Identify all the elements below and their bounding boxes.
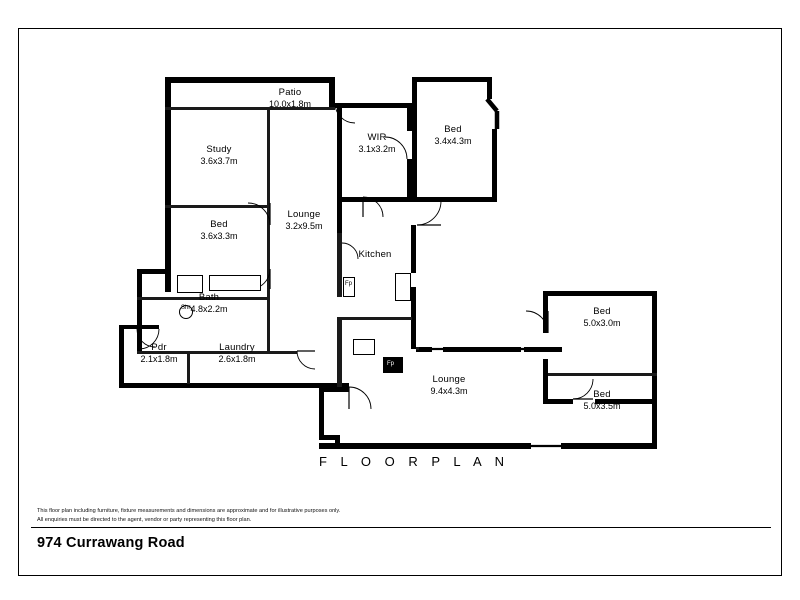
wall-segment: [319, 387, 324, 439]
room-name: Kitchen: [358, 249, 392, 260]
room-dimensions: 2.1x1.8m: [140, 353, 178, 364]
fireplace-north-fixture: [343, 277, 355, 297]
room-dimensions: 5.0x3.0m: [583, 317, 621, 328]
room-label-lounge-south: [399, 374, 499, 397]
fireplace-north-label: Fp: [345, 281, 353, 287]
wall-segment: [449, 443, 531, 449]
wall-segment: [412, 77, 492, 82]
property-address: 974 Currawang Road: [37, 535, 185, 551]
wall-segment: [416, 347, 419, 350]
room-dimensions: 3.6x3.7m: [200, 155, 238, 166]
wall-segment: [411, 225, 416, 273]
floor-plan-title: F L O O R P L A N: [318, 454, 509, 469]
wall-segment: [137, 269, 142, 351]
wall-segment: [443, 347, 521, 352]
fireplace-south-label: Fp: [387, 361, 395, 367]
wall-segment: [119, 383, 349, 388]
room-name: Pdr: [151, 342, 167, 353]
room-name: Patio: [278, 87, 302, 98]
room-name: Laundry: [219, 342, 255, 353]
shower-fixture: [177, 275, 203, 293]
wall-segment: [359, 443, 419, 449]
wall-segment: [652, 291, 657, 449]
cooktop-fixture: [353, 339, 375, 355]
bath-tub-fixture: [209, 275, 261, 291]
wall-segment: [412, 197, 497, 202]
wall-segment: [137, 325, 159, 329]
wall-segment: [543, 291, 548, 333]
room-label-patio: [245, 87, 335, 110]
wall-segment: [543, 291, 657, 296]
room-dimensions: 2.6x1.8m: [218, 353, 256, 364]
shower-label: Shr: [181, 305, 191, 311]
room-name: Bed: [210, 219, 228, 230]
wall-segment: [342, 317, 412, 320]
room-label-wir: [337, 132, 417, 155]
room-label-pdr: [126, 342, 192, 365]
room-name: Study: [206, 144, 232, 155]
room-dimensions: 3.1x3.2m: [358, 143, 396, 154]
wall-segment: [342, 103, 412, 108]
address-divider: [31, 527, 771, 528]
room-name: Lounge: [432, 374, 466, 385]
wall-segment: [119, 325, 124, 387]
wall-segment: [337, 233, 342, 297]
wall-segment: [165, 77, 335, 83]
room-name: Lounge: [287, 209, 321, 220]
room-label-bed-east-upper: [554, 306, 650, 329]
room-name: Bed: [444, 124, 462, 135]
disclaimer-line-1: This floor plan including furniture, fixture measurements and dimensions are approximate and for illustrative purposes only.: [37, 508, 341, 514]
room-dimensions: 3.4x4.3m: [434, 135, 472, 146]
disclaimer-text: [37, 507, 537, 525]
wall-segment: [119, 325, 139, 329]
room-dimensions: 10.0x1.8m: [268, 98, 312, 109]
room-label-laundry: [194, 342, 280, 365]
room-label-study: [174, 144, 264, 167]
floor-plan-drawing: [19, 29, 783, 577]
room-name: WIR: [367, 132, 387, 143]
door-swings: [19, 29, 783, 577]
wall-segment: [561, 443, 657, 449]
wall-segment: [487, 77, 492, 99]
page-border: [18, 28, 782, 576]
room-dimensions: 3.2x9.5m: [285, 220, 323, 231]
room-dimensions: 5.0x3.5m: [583, 400, 621, 411]
wall-segment: [543, 359, 548, 401]
disclaimer-line-2: All enquiries must be directed to the agent, vendor or party representing this floor plan.: [37, 516, 252, 523]
wall-segment: [267, 231, 270, 297]
room-dimensions: 3.6x3.3m: [200, 230, 238, 241]
wall-segment: [165, 205, 270, 208]
room-name: Bed: [593, 389, 611, 400]
room-name: Bath: [198, 292, 220, 303]
wall-segment: [342, 197, 412, 202]
room-dimensions: 9.4x4.3m: [430, 385, 468, 396]
wall-segment: [524, 347, 546, 352]
wall-segment: [337, 317, 342, 387]
kitchen-bench-fixture: [395, 273, 411, 301]
room-label-bed-east-lower: [554, 389, 650, 412]
room-label-lounge-north: [259, 209, 349, 232]
room-label-bed-west: [174, 219, 264, 242]
room-label-kitchen: [339, 249, 411, 261]
wall-segment: [319, 443, 329, 449]
wall-segment: [548, 373, 657, 376]
room-name: Bed: [593, 306, 611, 317]
room-label-bed-north: [409, 124, 497, 147]
room-label-bath: [164, 292, 254, 315]
room-dimensions: 4.8x2.2m: [190, 303, 228, 314]
